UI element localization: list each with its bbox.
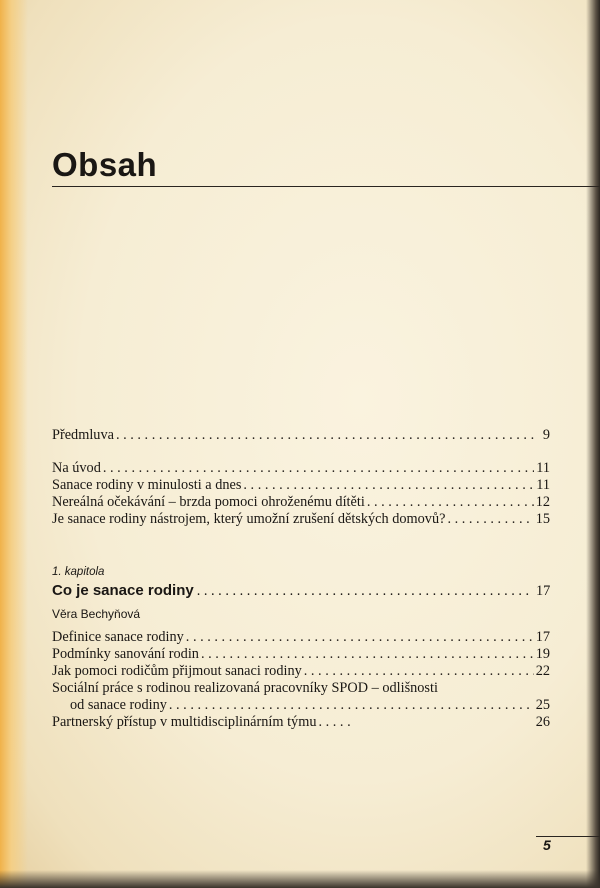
toc-entry-text: Definice sanace rodiny (52, 629, 184, 645)
toc-entry-page: 15 (535, 511, 550, 527)
chapter-label: 1. kapitola (52, 566, 105, 578)
toc-entry-page: 25 (535, 697, 550, 713)
toc-entry-zruseni-domovu (52, 510, 550, 528)
toc-entry-na-uvod (52, 459, 550, 477)
leader-dots (169, 696, 534, 714)
leader-dots (318, 713, 350, 731)
toc-entry-page: 9 (542, 427, 550, 443)
leader-dots (197, 583, 533, 600)
title-rule (52, 186, 600, 187)
page-edge-left (0, 0, 28, 888)
toc-entry-partnersky (52, 713, 352, 731)
toc-entry-text: Předmluva (52, 427, 114, 443)
page-edge-right (586, 0, 600, 888)
toc-entry-page: 11 (536, 460, 550, 476)
toc-entry-definice (52, 628, 550, 646)
page-title: Obsah (52, 146, 158, 183)
toc-entry-socialni-prace-line1: Sociální práce s rodinou realizovaná pracovníky SPOD – odlišnosti (52, 680, 438, 696)
leader-dots (103, 459, 534, 477)
leader-dots (304, 662, 534, 680)
toc-entry-page: 22 (535, 663, 550, 679)
toc-entry-sanace-minulost (52, 476, 550, 494)
leader-dots (116, 426, 534, 444)
toc-entry-partnersky-page-line (352, 713, 550, 731)
toc-entry-text: Jak pomoci rodičům přijmout sanaci rodiny (52, 663, 302, 679)
toc-entry-page: 17 (535, 629, 550, 645)
toc-entry-jak-pomoci (52, 662, 550, 680)
toc-entry-text: od sanace rodiny (70, 697, 167, 713)
toc-entry-text: Partnerský přístup v multidisciplinárním týmu (52, 714, 317, 730)
leader-dots (186, 628, 534, 646)
chapter-title-line (52, 582, 550, 602)
toc-entry-page: 12 (535, 494, 550, 510)
chapter-title: Co je sanace rodiny (52, 582, 194, 599)
toc-entry-text: Nereálná očekávání – brzda pomoci ohroženému dítěti (52, 494, 365, 510)
chapter-page: 17 (536, 583, 551, 599)
page-edge-bottom (0, 870, 600, 888)
toc-entry-page: 26 (535, 714, 550, 730)
page-number: 5 (543, 837, 551, 853)
leader-dots (243, 476, 534, 494)
toc-entry-predmluva (52, 426, 550, 444)
toc-entry-text: Na úvod (52, 460, 101, 476)
toc-entry-text: Podmínky sanování rodin (52, 646, 199, 662)
leader-dots (367, 493, 534, 511)
toc-entry-text: Sanace rodiny v minulosti a dnes (52, 477, 242, 493)
toc-entry-page: 11 (536, 477, 550, 493)
leader-dots (447, 510, 533, 528)
toc-entry-nerealna-ocekavani (52, 493, 550, 511)
leader-dots (201, 645, 534, 663)
toc-entry-podminky (52, 645, 550, 663)
chapter-author: Věra Bechyňová (52, 607, 141, 621)
toc-entry-socialni-prace-line2 (70, 696, 550, 714)
toc-entry-page: 19 (535, 646, 550, 662)
toc-entry-text: Je sanace rodiny nástrojem, který umožní zrušení dětských domovů? (52, 511, 446, 527)
